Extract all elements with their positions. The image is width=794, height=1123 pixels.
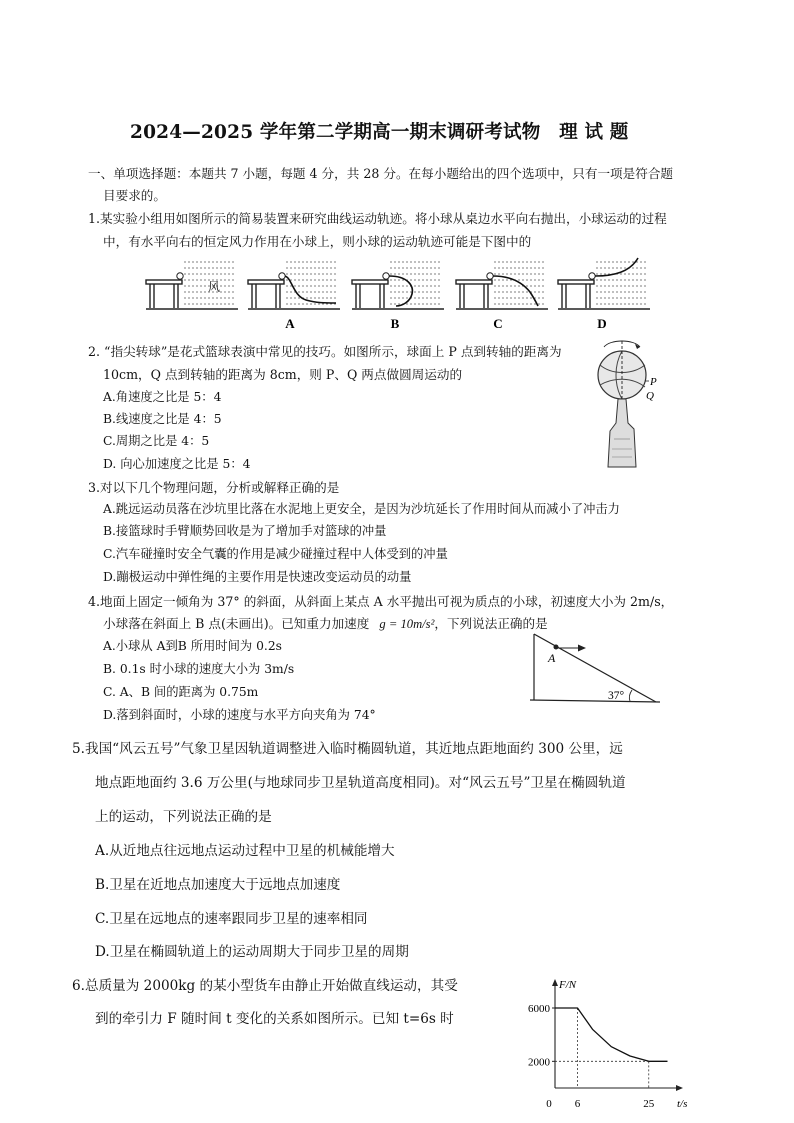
- q5-option-c: C.卫星在远地点的速率跟同步卫星的速率相同: [95, 911, 368, 927]
- q1-option-c-panel: [456, 262, 548, 309]
- q1-stem-line2: 中，有水平向右的恒定风力作用在小球上，则小球的运动轨迹可能是下图中的: [103, 234, 532, 249]
- q4-figure: [510, 630, 680, 710]
- y-tick-label: 6000: [528, 1003, 550, 1015]
- q2-figure: [590, 335, 670, 471]
- x-axis-arrow: [676, 1085, 683, 1091]
- q4-formula: g = 10m/s²: [379, 617, 435, 631]
- q2-option-d: D. 向心加速度之比是 5：4: [103, 457, 251, 471]
- x-axis-label: t/s: [677, 1098, 688, 1110]
- q2-option-a: A.角速度之比是 5：4: [103, 390, 222, 404]
- q1-label-a: A: [285, 316, 295, 331]
- q4-stem-line2-a: 小球落在斜面上 B 点(未画出)。已知重力加速度: [103, 616, 370, 631]
- q5-option-d: D.卫星在椭圆轨道上的运动周期大于同步卫星的周期: [95, 944, 409, 960]
- q6-stem-line1: 6.总质量为 2000kg 的某小型货车由静止开始做直线运动，其受: [72, 978, 458, 994]
- section-heading-line1: 一、单项选择题：本题共 7 小题，每题 4 分，共 28 分。在每小题给出的四个选项中，只有一项是符合题: [88, 166, 674, 181]
- q1-setup-panel: [146, 262, 238, 309]
- angle-label: 37°: [608, 690, 625, 702]
- q6-force-time-graph: [515, 975, 688, 1110]
- y-axis-label: F/N: [559, 979, 577, 991]
- q1-option-b-panel: [352, 262, 444, 309]
- q3-option-a: A.跳远运动员落在沙坑里比落在水泥地上更安全，是因为沙坑延长了作用时间从而减小了冲击力: [103, 502, 620, 516]
- q2-option-c: C.周期之比是 4：5: [103, 434, 210, 448]
- q4-stem-line1: 4.地面上固定一倾角为 37° 的斜面，从斜面上某点 A 水平抛出可视为质点的小球，初速度大小为 2m/s，: [88, 594, 674, 609]
- q2-stem-line1: 2. “指尖转球”是花式篮球表演中常见的技巧。如图所示，球面上 P 点到转轴的距离为: [88, 344, 562, 359]
- q5-option-b: B.卫星在近地点加速度大于远地点加速度: [95, 877, 341, 893]
- q4-option-c: C. A、B 间的距离为 0.75m: [103, 685, 259, 699]
- q4-option-d: D.落到斜面时，小球的速度与水平方向夹角为 74°: [103, 708, 376, 722]
- x-tick-label: 25: [643, 1098, 655, 1110]
- q4-stem-line2: [103, 613, 548, 632]
- q1-label-c: C: [493, 316, 503, 331]
- y-axis-arrow: [552, 979, 558, 986]
- q5-stem-line1: 5.我国“风云五号”气象卫星因轨道调整进入临时椭圆轨道，其近地点距地面约 300 公里，远: [72, 741, 623, 757]
- page-title: 2024—2025 学年第二学期高一期末调研考试物 理 试 题: [130, 122, 629, 143]
- q1-figure: [140, 258, 660, 336]
- q1-stem-line1: 1.某实验小组用如图所示的简易装置来研究曲线运动轨迹。将小球从桌边水平向右抛出，小球运动的过程: [88, 211, 667, 226]
- q2-stem-line2: 10cm，Q 点到转轴的距离为 8cm，则 P、Q 两点做圆周运动的: [103, 367, 463, 382]
- y-tick-label: 2000: [528, 1056, 550, 1069]
- q4-stem-line2-b: ，下列说法正确的是: [434, 616, 548, 631]
- section-heading-line2: 目要求的。: [103, 188, 166, 203]
- q2-option-b: B.线速度之比是 4：5: [103, 412, 222, 426]
- x-tick-label: 6: [574, 1098, 581, 1110]
- q5-option-a: A.从近地点往远地点运动过程中卫星的机械能增大: [95, 843, 395, 859]
- q4-option-b: B. 0.1s 时小球的速度大小为 3m/s: [103, 662, 295, 676]
- q1-label-b: B: [390, 316, 400, 331]
- q1-label-d: D: [597, 316, 607, 331]
- x-tick-label: 0: [546, 1098, 552, 1110]
- force-curve: [555, 1008, 668, 1061]
- q3-option-b: B.接篮球时手臂顺势回收是为了增加手对篮球的冲量: [103, 524, 387, 538]
- wind-label: 风: [208, 280, 221, 294]
- q3-stem: 3.对以下几个物理问题，分析或解释正确的是: [88, 480, 340, 495]
- point-a-label: A: [548, 651, 556, 665]
- point-p-label: P: [650, 376, 657, 388]
- q1-option-d-panel: [558, 258, 650, 309]
- q3-option-c: C.汽车碰撞时安全气囊的作用是减少碰撞过程中人体受到的冲量: [103, 547, 448, 561]
- point-q-label: Q: [646, 390, 654, 402]
- q1-option-a-panel: [248, 262, 340, 309]
- q4-option-a: A.小球从 A到B 所用时间为 0.2s: [103, 639, 282, 653]
- q3-option-d: D.蹦极运动中弹性绳的主要作用是快速改变运动员的动量: [103, 570, 412, 584]
- q5-stem-line2: 地点距地面约 3.6 万公里(与地球同步卫星轨道高度相同)。对“风云五号”卫星在椭圆轨道: [95, 775, 626, 791]
- q5-stem-line3: 上的运动，下列说法正确的是: [95, 809, 272, 825]
- ball-a: [554, 645, 559, 650]
- q6-stem-line2: 到的牵引力 F 随时间 t 变化的关系如图所示。已知 t=6s 时: [95, 1011, 454, 1027]
